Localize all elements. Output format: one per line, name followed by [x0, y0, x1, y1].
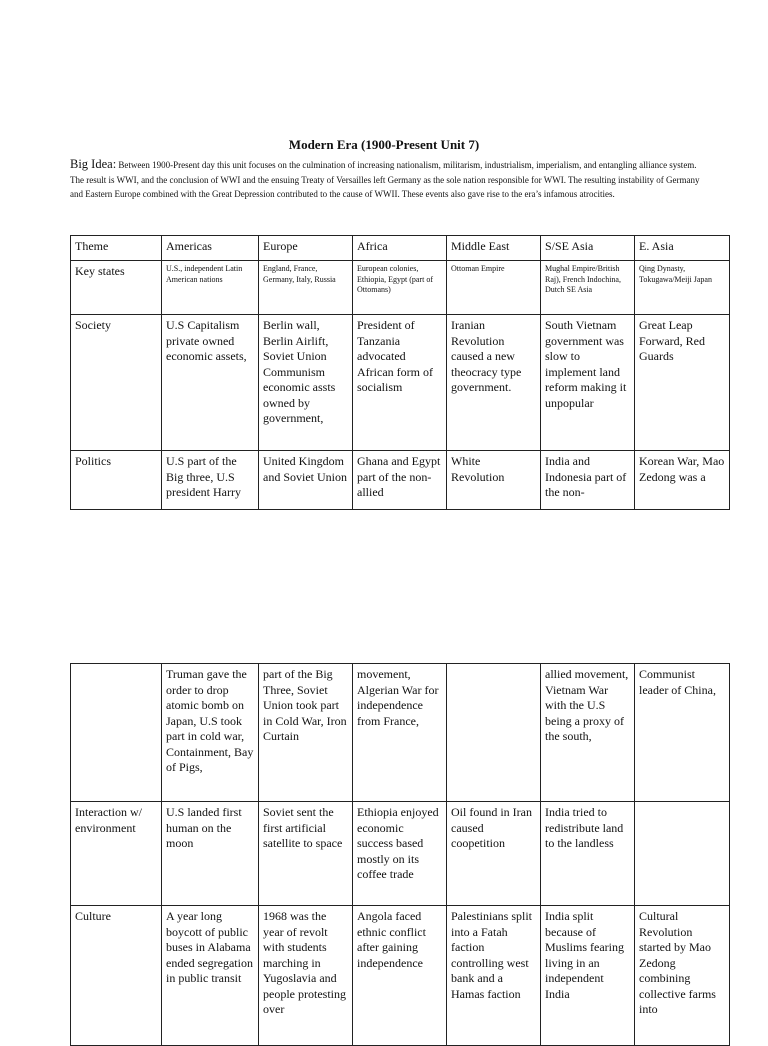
document-title: Modern Era (1900-Present Unit 7) [288, 137, 480, 152]
table-cell: Great Leap Forward, Red Guards [635, 315, 730, 451]
table-cell: India tried to redistribute land to the landless [541, 802, 635, 906]
big-idea-paragraph [70, 157, 710, 202]
table-cell: U.S Capitalism private owned economic assets, [162, 315, 259, 451]
table-cell: Palestinians split into a Fatah faction controlling west bank and a Hamas faction [447, 906, 541, 1046]
table-cell: Oil found in Iran caused coopetition [447, 802, 541, 906]
table-cell: movement, Algerian War for independence from France, [353, 664, 447, 802]
header-row [71, 236, 730, 261]
header-cell: Theme [71, 236, 162, 261]
table-cell [635, 802, 730, 906]
theme-cell [71, 664, 162, 802]
table-cell: Soviet sent the first artificial satellite to space [259, 802, 353, 906]
theme-cell: Key states [71, 261, 162, 315]
table-cell: European colonies, Ethiopia, Egypt (part of Ottomans) [353, 261, 447, 315]
header-cell: Middle East [447, 236, 541, 261]
table-row-key-states [71, 261, 730, 315]
table-cell [447, 664, 541, 802]
theme-cell: Interaction w/ environment [71, 802, 162, 906]
table-cell: Mughal Empire/British Raj), French Indochina, Dutch SE Asia [541, 261, 635, 315]
table-cell: Ottoman Empire [447, 261, 541, 315]
table-cell: India split because of Muslims fearing living in an independent India [541, 906, 635, 1046]
table-cell: President of Tanzania advocated African form of socialism [353, 315, 447, 451]
table-cell: 1968 was the year of revolt with students marching in Yugoslavia and people protesting over [259, 906, 353, 1046]
table-cell: India and Indonesia part of the non- [541, 451, 635, 510]
table-cell: South Vietnam government was slow to implement land reform making it unpopular [541, 315, 635, 451]
table-cell: Berlin wall, Berlin Airlift, Soviet Union Communism economic assts owned by government, [259, 315, 353, 451]
table-cell: Communist leader of China, [635, 664, 730, 802]
table-row-politics-continued [71, 664, 730, 802]
table-cell: England, France, Germany, Italy, Russia [259, 261, 353, 315]
header-cell: S/SE Asia [541, 236, 635, 261]
theme-cell: Society [71, 315, 162, 451]
table-cell: Korean War, Mao Zedong was a [635, 451, 730, 510]
table-cell: Angola faced ethnic conflict after gaining independence [353, 906, 447, 1046]
table-cell: U.S., independent Latin American nations [162, 261, 259, 315]
big-idea-label: Big Idea: [70, 157, 117, 171]
table-cell: White Revolution [447, 451, 541, 510]
table-cell: U.S part of the Big three, U.S president Harry [162, 451, 259, 510]
themes-table-part-1 [70, 235, 730, 510]
table-cell: Truman gave the order to drop atomic bomb on Japan, U.S took part in cold war, Containment, Bay of Pigs, [162, 664, 259, 802]
table-cell: Iranian Revolution caused a new theocracy type government. [447, 315, 541, 451]
table-cell: United Kingdom and Soviet Union [259, 451, 353, 510]
table-row-interaction [71, 802, 730, 906]
table-cell: Qing Dynasty, Tokugawa/Meiji Japan [635, 261, 730, 315]
table-cell: Ghana and Egypt part of the non-allied [353, 451, 447, 510]
table-cell: Cultural Revolution started by Mao Zedong combining collective farms into [635, 906, 730, 1046]
theme-cell: Culture [71, 906, 162, 1046]
table-row-politics [71, 451, 730, 510]
table-cell: Ethiopia enjoyed economic success based mostly on its coffee trade [353, 802, 447, 906]
header-cell: Africa [353, 236, 447, 261]
themes-table-part-2 [70, 663, 730, 1046]
header-cell: Americas [162, 236, 259, 261]
table-cell: allied movement, Vietnam War with the U.S being a proxy of the south, [541, 664, 635, 802]
table-cell: part of the Big Three, Soviet Union took part in Cold War, Iron Curtain [259, 664, 353, 802]
header-cell: Europe [259, 236, 353, 261]
theme-cell: Politics [71, 451, 162, 510]
big-idea-text: Between 1900-Present day this unit focuses on the culmination of increasing nationalism, militarism, industrialism, imperialism, and entangling alliance system. The result is WWI, and the conclusion of WWI and the ensuing Treaty of Versailles left Germany as the sole nation responsible for WWI. The resulting instability of Germany and Eastern Europe combined with the Great Depression contributed to the cause of WWII. These events also gave rise to the era’s infamous atrocities. [70, 160, 700, 199]
table-row-society [71, 315, 730, 451]
header-cell: E. Asia [635, 236, 730, 261]
table-row-culture [71, 906, 730, 1046]
table-cell: A year long boycott of public buses in Alabama ended segregation in public transit [162, 906, 259, 1046]
table-cell: U.S landed first human on the moon [162, 802, 259, 906]
